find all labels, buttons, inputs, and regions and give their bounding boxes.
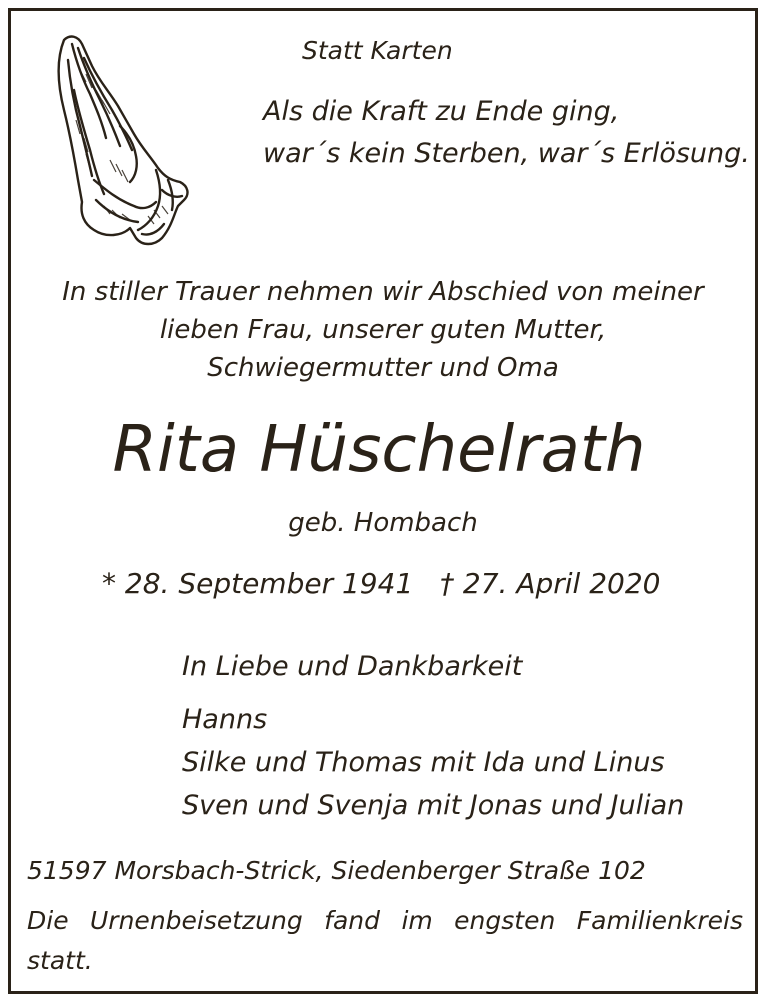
statt-karten-text: Statt Karten (302, 36, 453, 65)
verse-line-1: Als die Kraft zu Ende ging, (263, 96, 620, 127)
maiden-name: geb. Hombach (288, 508, 478, 538)
intro-line-1: In stiller Trauer nehmen wir Abschied von meiner (62, 277, 704, 307)
closing-text: In Liebe und Dankbarkeit (182, 651, 523, 682)
mourner-name: Sven und Svenja mit Jonas und Julian (182, 790, 685, 821)
address-text: 51597 Morsbach-Strick, Siedenberger Straße 102 (27, 856, 646, 885)
intro-line-2: lieben Frau, unserer guten Mutter, (159, 315, 607, 345)
burial-notice-line-1: Die Urnenbeisetzung fand im engsten Familienkreis (27, 906, 743, 935)
deceased-name: Rita Hüschelrath (112, 413, 646, 487)
death-date: † 27. April 2020 (440, 567, 661, 600)
birth-date: * 28. September 1941 (102, 567, 414, 600)
intro-line-3: Schwiegermutter und Oma (207, 353, 559, 383)
mourner-name: Silke und Thomas mit Ida und Linus (182, 747, 665, 778)
burial-notice-line-2: statt. (27, 946, 93, 975)
mourner-name: Hanns (182, 704, 268, 735)
verse-line-2: war´s kein Sterben, war´s Erlösung. (263, 138, 750, 169)
praying-hands-icon (50, 30, 192, 250)
